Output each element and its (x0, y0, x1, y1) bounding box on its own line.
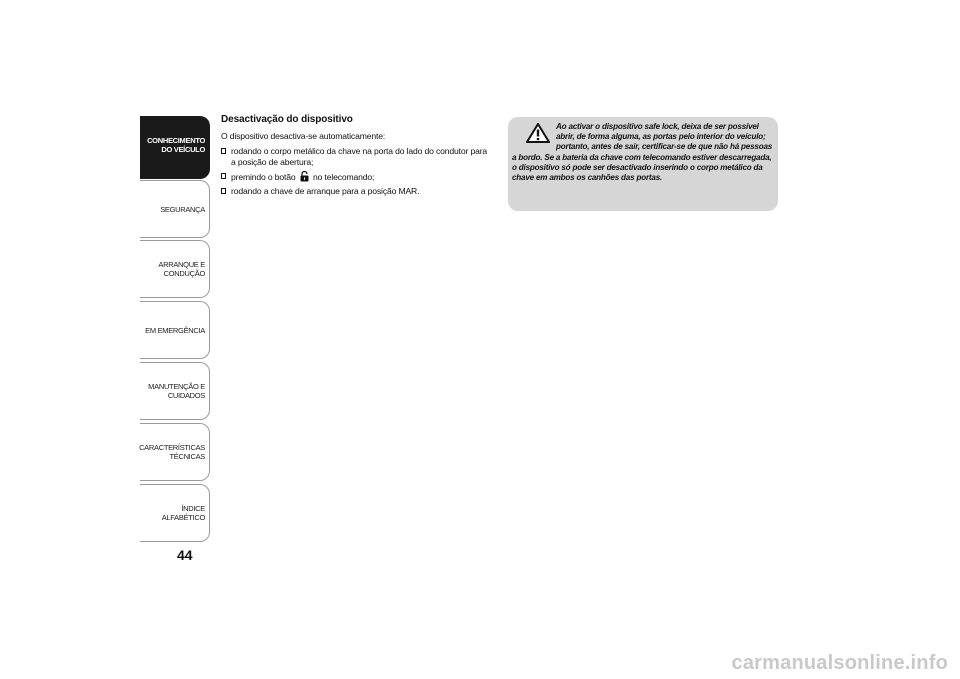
checkbox-bullet-icon (221, 148, 226, 154)
list-item-text: no telecomando; (313, 172, 375, 182)
page-number: 44 (177, 547, 193, 563)
tab-conhecimento-do-veiculo[interactable]: CONHECIMENTO DO VEÍCULO (140, 116, 210, 179)
main-text-column (221, 114, 491, 200)
tab-indice-alfabetico[interactable]: ÍNDICE ALFABÉTICO (140, 484, 210, 542)
intro-paragraph: O dispositivo desactiva-se automaticamente: (221, 131, 386, 141)
tab-caracteristicas-tecnicas[interactable]: CARACTERÍSTICAS TÉCNICAS (140, 423, 210, 481)
list-item (221, 171, 491, 183)
tab-arranque-e-conducao[interactable]: ARRANQUE E CONDUÇÃO (140, 240, 210, 298)
list-item-text: rodando a chave de arranque para a posição MAR. (231, 186, 420, 196)
section-heading: Desactivação do dispositivo (221, 114, 353, 125)
tab-em-emergencia[interactable]: EM EMERGÊNCIA (140, 301, 210, 359)
list-item-text: premindo o botão (231, 172, 296, 182)
warning-text-block (512, 122, 774, 183)
watermark: carmanualsonline.info (731, 652, 948, 674)
warning-box (508, 117, 778, 211)
tab-manutencao-e-cuidados[interactable]: MANUTENÇÃO E CUIDADOS (140, 362, 210, 420)
checkbox-bullet-icon (221, 188, 226, 194)
list-item-text: rodando o corpo metálico da chave na porta do lado do condutor para a posição de abertura; (231, 146, 488, 167)
list-item (221, 186, 491, 197)
tab-seguranca[interactable]: SEGURANÇA (140, 180, 210, 238)
warning-text: Ao activar o dispositivo safe lock, deixa de ser possível abrir, de forma alguma, as portas pelo interior do veículo; portanto, antes de sair, certificar-se de que não há pessoas a bordo. Se a bateria da chave com telecomando estiver descarregada, o dispositivo só pode ser desactivado inserindo o corpo metálico da chave em ambos os canhões das portas. (512, 122, 773, 183)
unlock-icon (300, 171, 309, 182)
list-item (221, 146, 491, 168)
checkbox-bullet-icon (221, 173, 226, 179)
